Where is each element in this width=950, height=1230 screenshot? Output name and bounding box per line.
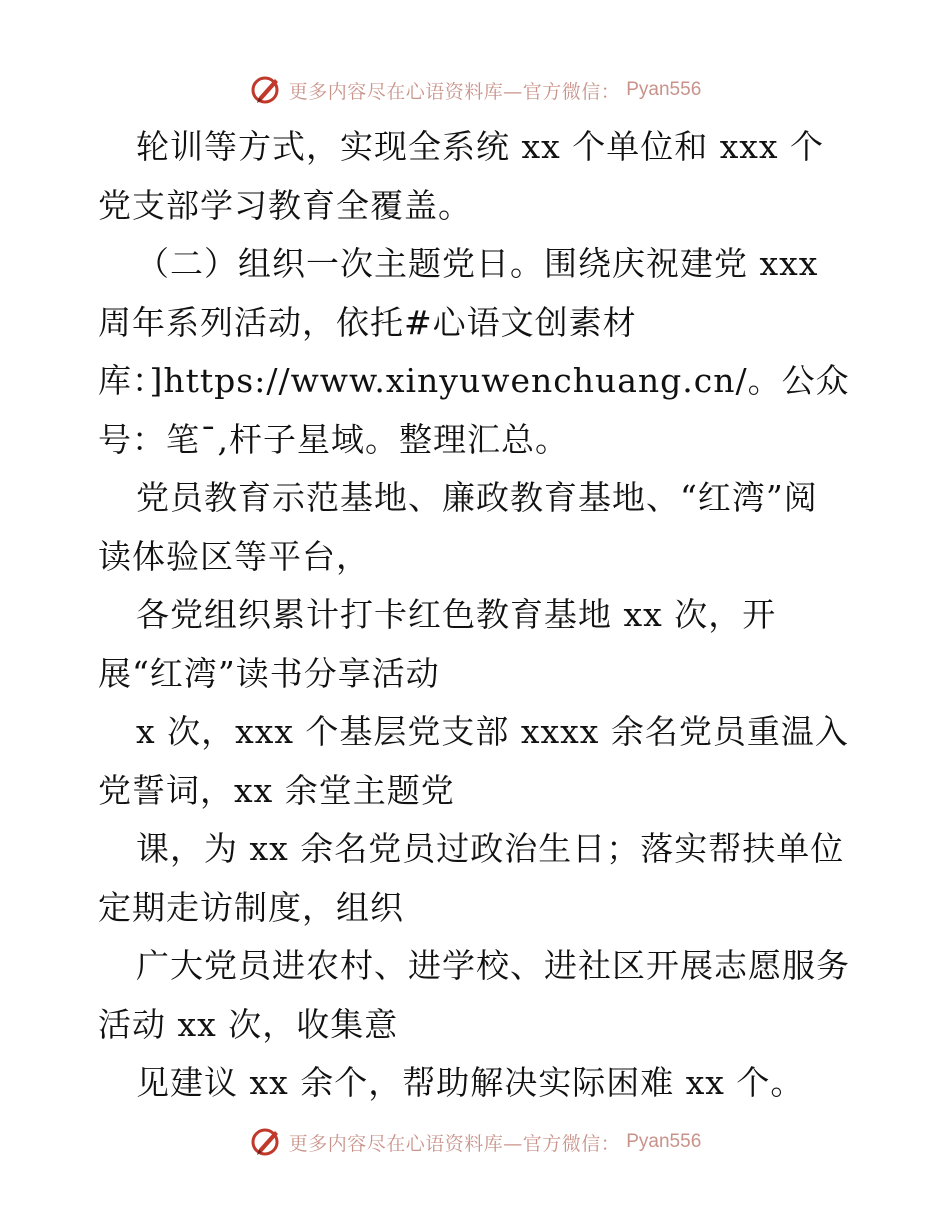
text-line: x 次，xxx 个基层党支部 xxxx 余名党员重温入 [136, 712, 849, 751]
text-line: 轮训等方式，实现全系统 xx 个单位和 xxx 个 [136, 127, 825, 166]
text-line: 各党组织累计打卡红色教育基地 xx 次，开 [136, 595, 777, 634]
text-line: （二）组织一次主题党日。围绕庆祝建党 xxx [136, 244, 819, 283]
text-line: 号：笔¯,杆子星域。整理汇总。 [98, 419, 569, 459]
watermark-id: Pyan556 [626, 79, 702, 100]
watermark-text: 更多内容尽在心语资料库—官方微信： [288, 80, 621, 103]
text-line: 周年系列活动，依托#心语文创素材 [98, 302, 637, 342]
text-line: 党誓词，xx 余堂主题党 [98, 770, 455, 810]
document-body [98, 118, 858, 1113]
text-line: 见建议 xx 余个，帮助解决实际困难 xx 个。 [136, 1063, 805, 1102]
text-line: 党支部学习教育全覆盖。 [98, 185, 472, 225]
text-line: 定期走访制度，组织 [98, 887, 404, 927]
pen-logo-icon [249, 73, 283, 107]
watermark-id: Pyan556 [626, 1131, 702, 1152]
text-line: 广大党员进农村、进学校、进社区开展志愿服务 [136, 946, 850, 985]
pen-logo-icon [249, 1125, 283, 1159]
text-line: 活动 xx 次，收集意 [98, 1004, 399, 1044]
text-line: 党员教育示范基地、廉政教育基地、“红湾”阅 [136, 478, 818, 517]
watermark-text: 更多内容尽在心语资料库—官方微信： [288, 1132, 621, 1155]
text-line: 读体验区等平台， [98, 536, 370, 576]
text-line: 库：]https://www.xinyuwenchuang.cn/。公众 [98, 361, 850, 400]
header-watermark [0, 70, 950, 110]
footer-watermark [0, 1122, 950, 1162]
text-line: 课，为 xx 余名党员过政治生日；落实帮扶单位 [136, 829, 845, 868]
text-line: 展“红湾”读书分享活动 [98, 653, 440, 693]
